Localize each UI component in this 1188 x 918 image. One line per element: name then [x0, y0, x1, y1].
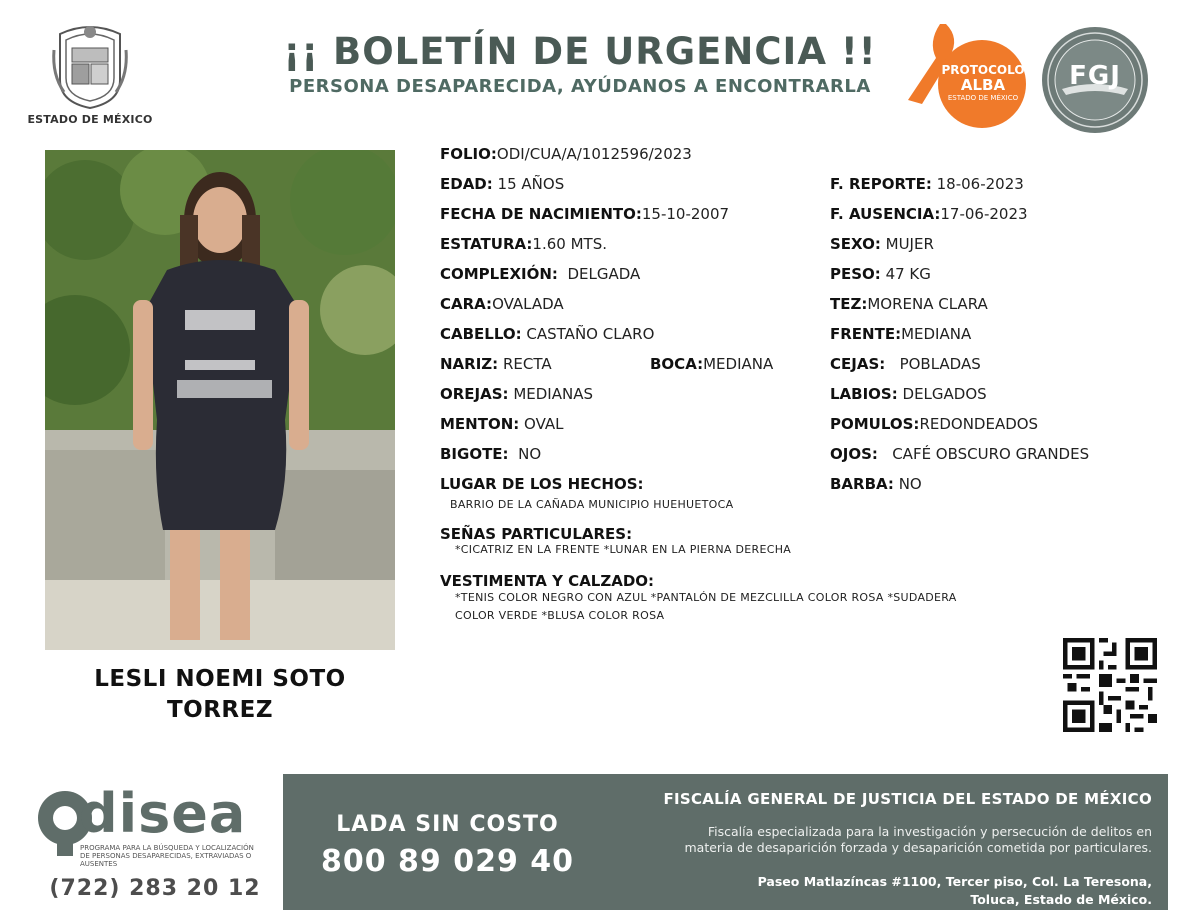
odisea-program-text: PROGRAMA PARA LA BÚSQUEDA Y LOCALIZACIÓN DE PERSONAS DESAPARECIDAS, EXTRAVIADAS O AUSENTES — [80, 844, 254, 868]
field-orejas: OREJAS: MEDIANAS — [440, 385, 593, 403]
field-cabello: CABELLO: CASTAÑO CLARO — [440, 325, 655, 343]
lugar-text: BARRIO DE LA CAÑADA MUNICIPIO HUEHUETOCA — [450, 498, 734, 511]
field-pomulos: POMULOS:REDONDEADOS — [830, 415, 1039, 433]
edomex-coat-of-arms-icon — [50, 20, 130, 110]
field-frente: FRENTE:MEDIANA — [830, 325, 972, 343]
fgj-footer-title: FISCALÍA GENERAL DE JUSTICIA DEL ESTADO DE MÉXICO — [663, 790, 1152, 808]
alba-line3: ESTADO DE MÉXICO — [947, 94, 1019, 102]
vestimenta-heading: VESTIMENTA Y CALZADO: — [440, 572, 655, 590]
bulletin-subtitle: PERSONA DESAPARECIDA, AYÚDANOS A ENCONTRARLA — [289, 76, 871, 97]
bulletin-title: ¡¡ BOLETÍN DE URGENCIA !! — [283, 30, 877, 73]
odisea-brand: disea — [79, 782, 247, 845]
field-edad: EDAD: 15 AÑOS — [440, 175, 565, 193]
lada-number: 800 89 029 40 — [320, 844, 575, 879]
field-cejas: CEJAS: POBLADAS — [830, 355, 981, 373]
vestimenta-text-line2: COLOR VERDE *BLUSA COLOR ROSA — [455, 609, 665, 622]
field-barba: BARBA: NO — [830, 475, 922, 493]
missing-person-photo — [45, 150, 395, 650]
odisea-phone: (722) 283 20 12 — [49, 876, 261, 901]
lada-label: LADA SIN COSTO — [336, 812, 559, 837]
field-ojos: OJOS: CAFÉ OBSCURO GRANDES — [830, 445, 1090, 463]
field-fecha-ausencia: F. AUSENCIA:17-06-2023 — [830, 205, 1028, 223]
field-bigote: BIGOTE: NO — [440, 445, 542, 463]
field-tez: TEZ:MORENA CLARA — [830, 295, 988, 313]
field-peso: PESO: 47 KG — [830, 265, 931, 283]
person-name-line2: TORREZ — [166, 697, 274, 723]
qr-code-icon[interactable] — [1063, 638, 1157, 732]
person-name — [45, 664, 395, 726]
senas-heading: SEÑAS PARTICULARES: — [440, 525, 633, 543]
fgj-footer-description: Fiscalía especializada para la investigación y persecución de delitos en materia de desaparición forzada y desaparición cometida por particulares. — [684, 824, 1152, 855]
field-boca: BOCA:MEDIANA — [650, 355, 774, 373]
lugar-heading: LUGAR DE LOS HECHOS: — [440, 475, 644, 493]
fgj-footer-address: Paseo Matlazíncas #1100, Tercer piso, Col. La Teresona, Toluca, Estado de México. — [757, 874, 1152, 907]
field-sexo: SEXO: MUJER — [830, 235, 934, 253]
field-estatura: ESTATURA:1.60 MTS. — [440, 235, 607, 253]
field-fecha-nacimiento: FECHA DE NACIMIENTO:15-10-2007 — [440, 205, 730, 223]
senas-text: *CICATRIZ EN LA FRENTE *LUNAR EN LA PIERNA DERECHA — [455, 543, 792, 556]
field-folio: FOLIO:ODI/CUA/A/1012596/2023 — [440, 145, 692, 163]
alba-line1: PROTOCOLO — [941, 63, 1025, 77]
field-labios: LABIOS: DELGADOS — [830, 385, 987, 403]
protocolo-alba-logo — [900, 22, 1030, 132]
field-cara: CARA:OVALADA — [440, 295, 564, 313]
field-menton: MENTON: OVAL — [440, 415, 564, 433]
field-nariz: NARIZ: RECTA — [440, 355, 552, 373]
field-fecha-reporte: F. REPORTE: 18-06-2023 — [830, 175, 1024, 193]
field-complexion: COMPLEXIÓN: DELGADA — [440, 265, 641, 283]
state-label: ESTADO DE MÉXICO — [27, 113, 153, 126]
alba-line2: ALBA — [960, 76, 1006, 94]
vestimenta-text-line1: *TENIS COLOR NEGRO CON AZUL *PANTALÓN DE MEZCLILLA COLOR ROSA *SUDADERA — [455, 591, 957, 604]
fgj-seal-text: FGJ — [1069, 61, 1121, 91]
person-name-line1: LESLI NOEMI SOTO — [94, 666, 346, 692]
fgj-logo — [1040, 25, 1150, 135]
